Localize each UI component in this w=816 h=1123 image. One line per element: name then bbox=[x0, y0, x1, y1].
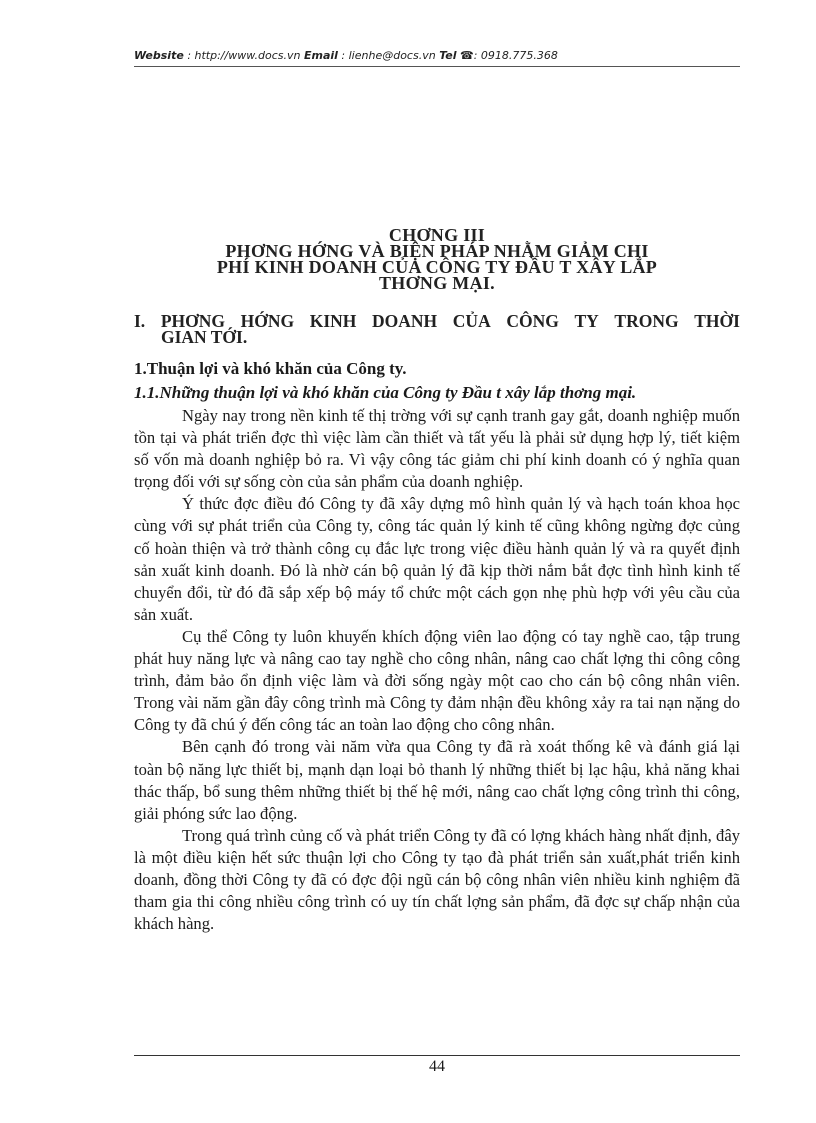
section-word: CÔNG bbox=[506, 311, 559, 331]
paragraph: Trong quá trình củng cố và phát triển Công ty đã có lợng khách hàng nhất định, đây là một điều kiện hết sức thuận lợi cho Công ty tạo đà phát triển sản xuất,phát triển kinh doanh, đồng thời Công ty đã có đợc đội ngũ cán bộ công nhân viên nhiều kinh nghiệm đã tham gia thi công nhiều công trình có uy tín chất lợng sản phẩm, đã đợc sự chấp nhận của khách hàng. bbox=[134, 825, 740, 934]
chapter-title-line: PHÍ KINH DOANH CỦA CÔNG TY ĐẦU T XÂY LẮP bbox=[216, 257, 658, 277]
section-word: CỦA bbox=[452, 311, 491, 331]
section-word: TY bbox=[574, 311, 599, 331]
subsubsection-heading: 1.1.Những thuận lợi và khó khăn của Công ty Đầu t xây lắp thơng mại. bbox=[134, 383, 637, 402]
website-value: : http://www.docs.vn bbox=[187, 49, 301, 62]
section-heading bbox=[134, 313, 740, 345]
subsection-heading: 1.Thuận lợi và khó khăn của Công ty. bbox=[134, 359, 407, 378]
paragraph: Bên cạnh đó trong vài năm vừa qua Công ty đã rà xoát thống kê và đánh giá lại toàn bộ năng lực thiết bị, mạnh dạn loại bỏ thanh lý những thiết bị lạc hậu, khả năng khai thác thấp, bổ sung thêm những thiết bị thế hệ mới, nâng cao chất lợng công trình thi công, giải phóng sức lao động. bbox=[134, 737, 740, 823]
section-word: I. bbox=[134, 311, 146, 331]
header-divider bbox=[134, 66, 740, 67]
body-text bbox=[134, 405, 740, 935]
tel-label: Tel bbox=[439, 49, 457, 62]
website-label: Website bbox=[134, 49, 184, 62]
section-word: PHƠNG bbox=[160, 311, 225, 331]
section-heading-line2: GIAN TỚI. bbox=[161, 327, 248, 347]
chapter-title bbox=[134, 227, 740, 291]
page-header bbox=[134, 49, 740, 62]
phone-icon: ☎ bbox=[460, 49, 474, 62]
section-word: KINH bbox=[309, 311, 357, 331]
chapter-title-line: THƠNG MẠI. bbox=[378, 273, 495, 293]
chapter-title-line: CHƠNG III bbox=[388, 225, 486, 245]
footer-divider bbox=[134, 1055, 740, 1056]
tel-value: : 0918.775.368 bbox=[473, 49, 558, 62]
section-word: HỚNG bbox=[240, 311, 295, 331]
email-label: Email bbox=[303, 49, 338, 62]
section-word: DOANH bbox=[372, 311, 438, 331]
section-word: THỜI bbox=[694, 311, 740, 331]
paragraph: Ý thức đợc điều đó Công ty đã xây dựng mô hình quản lý và hạch toán khoa học cùng với sự phát triển của Công ty, công tác quản lý kinh tế cũng không ngừng đợc củng cố hoàn thiện và trở thành công cụ đắc lực trong việc điều hành quản lý và ra quyết định sản xuất kinh doanh. Đó là nhờ cán bộ quản lý đã kịp thời nắm bắt đợc tình hình kinh tế chuyển đổi, từ đó đã sắp xếp bộ máy tổ chức một cách gọn nhẹ phù hợp với yêu cầu của sản xuất. bbox=[134, 494, 740, 624]
page-number: 44 bbox=[429, 1058, 445, 1075]
email-value: : lienhe@docs.vn bbox=[341, 49, 436, 62]
paragraph: Cụ thể Công ty luôn khuyến khích động viên lao động có tay nghề cao, tập trung phát huy năng lực và nâng cao tay nghề cho công nhân, nâng cao chất lợng thi công công trình, đảm bảo ổn định việc làm và đời sống ngày một cao cho cán bộ công nhân viên. Trong vài năm gần đây công trình mà Công ty đảm nhận đều không xảy ra tai nạn nặng do Công ty đã chú ý đến công tác an toàn lao động cho công nhân. bbox=[134, 626, 740, 735]
paragraph: Ngày nay trong nền kinh tế thị trờng với sự cạnh tranh gay gắt, doanh nghiệp muốn tồn tại và phát triển đợc thì việc làm cần thiết và tất yếu là phải sử dụng hợp lý, tiết kiệm số vốn mà doanh nghiệp bỏ ra. Vì vậy công tác giảm chi phí kinh doanh có ý nghĩa quan trọng đối với sự sống còn của sản phẩm của doanh nghiệp. bbox=[134, 406, 740, 492]
section-word: TRONG bbox=[614, 311, 679, 331]
chapter-title-line: PHƠNG HỚNG VÀ BIỆN PHÁP NHẰM GIẢM CHI bbox=[225, 241, 649, 261]
